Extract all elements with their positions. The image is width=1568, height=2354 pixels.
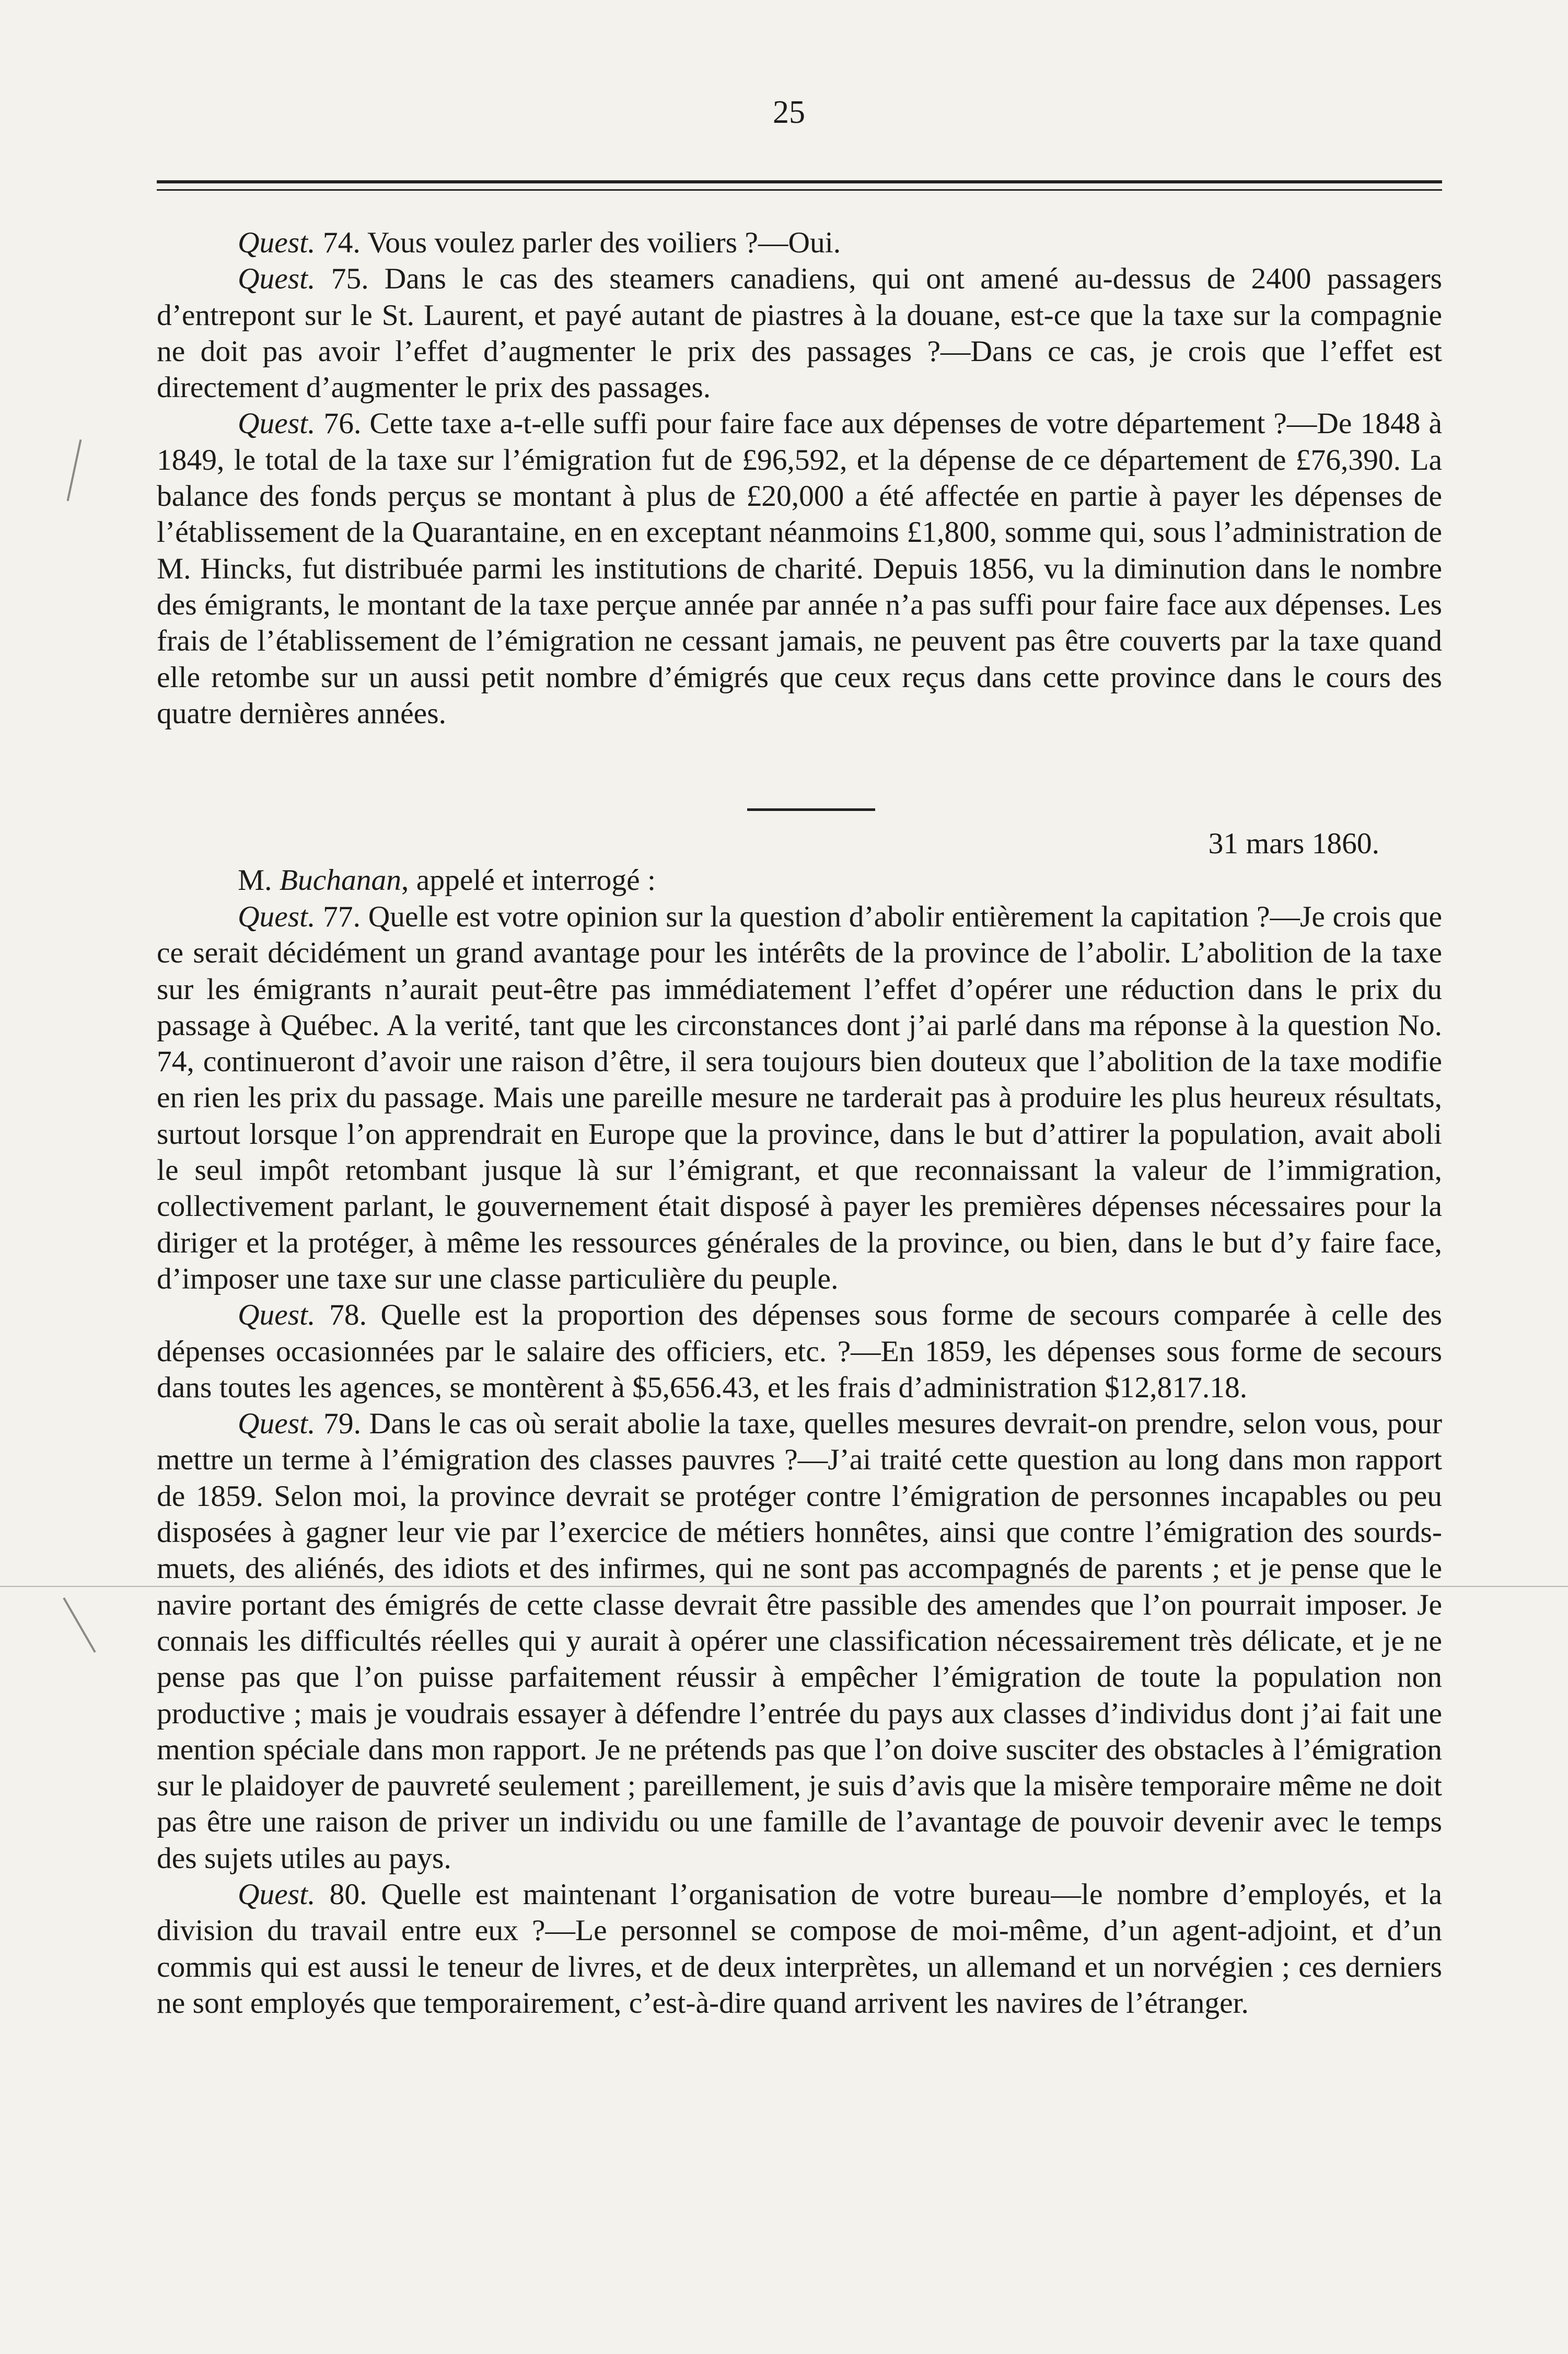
question-label: Quest. — [238, 1298, 316, 1332]
question-text: 77. Quelle est votre opinion sur la question d’abolir entièrement la capitation ?—Je crois que ce serait décidément un grand avantage pour les intérêts de la province de l’abolir. L’abolition de la taxe sur les émigrants n’aurait peut-être pas immédiatement l’effet d’opérer une réduction dans le prix du passage à Québec. A la verité, tant que les circonstances dont j’ai parlé dans ma réponse à la question No. 74, continueront d’avoir une raison d’être, il sera toujours bien douteux que l’abolition de la taxe modifie en rien les prix du passage. Mais une pareille mesure ne tarderait pas à produire les plus heureux résultats, surtout lorsque l’on apprendrait en Europe que la province, dans le but d’attirer la population, avait aboli le seul impôt retombant jusque là sur l’émigrant, et que reconnaissant la valeur de l’immigration, collectivement parlant, le gouvernement était disposé à payer les premières dépenses nécessaires pour la diriger et la protéger, à même les ressources générales de la province, ou bien, dans le but d’y faire face, d’imposer une taxe sur une classe particulière du peuple. — [157, 900, 1442, 1295]
question-label: Quest. — [238, 262, 316, 296]
session-date: 31 mars 1860. — [1208, 827, 1379, 860]
witness-name: Buchanan — [279, 864, 402, 897]
questions-block-1 — [157, 225, 1442, 732]
question-text: 78. Quelle est la proportion des dépenses sous forme de secours comparée à celle des dépenses occasionnées par le salaire des officiers, etc. ?—En 1859, les dépenses sous forme de secours dans toutes les agences, se montèrent à $5,656.43, et les frais d’administration $12,817.18. — [157, 1298, 1442, 1404]
question-text: 79. Dans le cas où serait abolie la taxe, quelles mesures devrait-on prendre, selon vous, pour mettre un terme à l’émigration des classes pauvres ?—J’ai traité cette question au long dans mon rapport de 1859. Selon moi, la province devrait se protéger contre l’émigration de personnes incapables ou peu disposées à gagner leur vie par l’exercice de métiers honnêtes, ainsi que contre l’émigration des sourds-muets, des aliénés, des idiots et des infirmes, qui ne sont pas accompagnés de parents ; et je pense que le navire portant des émigrés de cette classe devrait être passible des amendes que l’on pourrait imposer. Je connais les difficultés réelles qui y aurait à opérer une classification nécessairement très délicate, et je ne pense pas que l’on puisse parfaitement réussir à empêcher l’émigration de toute la population non productive ; mais je voudrais essayer à défendre l’entrée du pays aux classes d’individus dont j’ai fait une mention spéciale dans mon rapport. Je ne prétends pas que l’on doive susciter des obstacles à l’émigration sur le plaidoyer de pauvreté seulement ; pareillement, je suis d’avis que la misère temporaire même ne doit pas être une raison de priver un individu ou une famille de l’avantage de pouvoir devenir avec le temps des sujets utiles au pays. — [157, 1407, 1442, 1875]
question-74 — [157, 225, 1442, 261]
question-label: Quest. — [238, 1878, 316, 1911]
question-80 — [157, 1876, 1442, 2021]
witness-suffix: , appelé et interrogé : — [401, 864, 656, 897]
question-text: 75. Dans le cas des steamers canadiens, qui ont amené au-dessus de 2400 passagers d’entrepont sur le St. Laurent, et payé autant de piastres à la douane, est-ce que la taxe sur la compagnie ne doit pas avoir l’effet d’augmenter le prix des passages ?—Dans ce cas, je crois que l’effet est directement d’augmenter le prix des passages. — [157, 262, 1442, 404]
witness-heading — [238, 862, 656, 898]
scan-line — [0, 1586, 1568, 1587]
question-76 — [157, 405, 1442, 732]
section-divider — [747, 808, 875, 811]
question-79 — [157, 1406, 1442, 1876]
question-77 — [157, 899, 1442, 1297]
question-label: Quest. — [238, 226, 316, 259]
question-label: Quest. — [238, 1407, 316, 1441]
question-text: 74. Vous voulez parler des voiliers ?—Oui. — [315, 226, 841, 259]
question-label: Quest. — [238, 900, 316, 933]
question-78 — [157, 1297, 1442, 1406]
question-text: 76. Cette taxe a-t-elle suffi pour faire face aux dépenses de votre département ?—De 1848 à 1849, le total de la taxe sur l’émigration fut de £96,592, et la dépense de ce département de £76,390. La balance des fonds perçus se montant à plus de £20,000 a été affectée en partie à payer les dépenses de l’établissement de la Quarantaine, en en exceptant néanmoins £1,800, somme qui, sous l’administration de M. Hincks, fut distribuée parmi les institutions de charité. Depuis 1856, vu la diminution dans le nombre des émigrants, le montant de la taxe perçue année par année n’a pas suffi pour faire face aux dépenses. Les frais de l’établissement de l’émigration ne cessant jamais, ne peuvent pas être couverts par la taxe quand elle retombe sur un aussi petit nombre d’émigrés que ceux reçus dans cette province dans le cours des quatre dernières années. — [157, 407, 1442, 730]
header-rule-thin — [157, 189, 1442, 191]
header-rule — [157, 180, 1442, 183]
question-text: 80. Quelle est maintenant l’organisation de votre bureau—le nombre d’employés, et la division du travail entre eux ?—Le personnel se compose de moi-même, d’un agent-adjoint, et d’un commis qui est aussi le teneur de livres, et de deux interprètes, un allemand et un norvégien ; ces derniers ne sont employés que temporairement, c’est-à-dire quand arrivent les navires de l’étranger. — [157, 1878, 1442, 2020]
margin-pen-mark — [67, 439, 82, 501]
margin-pen-mark — [63, 1597, 96, 1653]
question-75 — [157, 261, 1442, 405]
questions-block-2 — [157, 899, 1442, 2021]
question-label: Quest. — [238, 407, 316, 440]
page-number: 25 — [773, 95, 805, 130]
witness-prefix: M. — [238, 864, 280, 897]
